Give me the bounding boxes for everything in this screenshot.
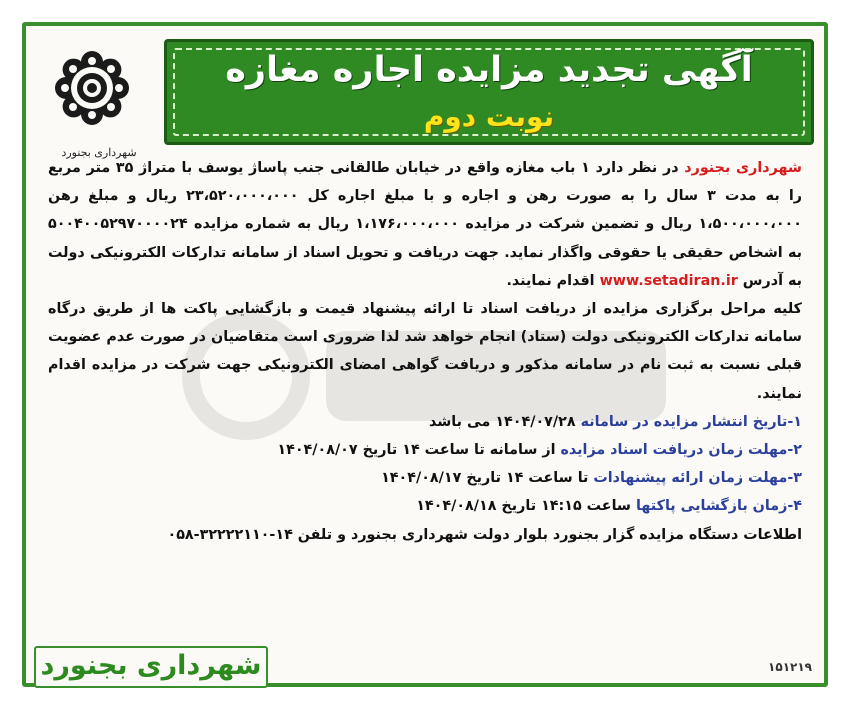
schedule-item (48, 464, 802, 492)
schedule-value: ساعت ۱۴:۱۵ تاریخ ۱۴۰۴/۰۸/۱۸ (416, 498, 636, 515)
schedule-value: ۱۴۰۴/۰۷/۲۸ می باشد (428, 413, 581, 430)
municipality-emblem-icon (42, 42, 142, 138)
organization-name: شهرداری بجنورد (684, 160, 802, 176)
schedule-label: ۳-مهلت زمان ارائه پیشنهادات (593, 470, 802, 487)
process-paragraph: کلیه مراحل برگزاری مزایده از دریافت اسناد تا ارائه پیشنهاد قیمت و بازگشایی پاکت ها از طریق درگاه سامانه تدارکات الکترونیکی دولت (ستاد) انجام خواهد شد لذا ضروری است متقاضیان در صورت عدم عضویت قبلی نسبت به ثبت نام در سامانه مذکور و دریافت گواهی امضای الکترونیکی جهت شرکت در مزایده اقدام نمایند. (48, 301, 802, 402)
schedule-item (48, 492, 802, 520)
footer-signature-box (34, 646, 268, 688)
schedule-label: ۴-زمان بازگشایی پاکتها (635, 498, 802, 515)
notice-body (48, 154, 802, 549)
intro-paragraph (48, 154, 802, 295)
schedule-label: ۲-مهلت زمان دریافت اسناد مزایده (560, 442, 802, 459)
notice-title: آگهی تجدید مزایده اجاره مغازه (225, 50, 753, 90)
contact-info: اطلاعات دستگاه مزایده گزار بجنورد بلوار دولت شهرداری بجنورد و تلفن ۱۴-۳۲۲۲۲۱۱۰-۰۵۸ (167, 526, 802, 543)
schedule-value: تا ساعت ۱۴ تاریخ ۱۴۰۴/۰۸/۱۷ (381, 470, 594, 487)
intro-text-part-1: در نظر دارد ۱ باب مغازه واقع در خیابان طالقانی جنب پاساژ یوسف با متراژ ۳۵ متر مربع را به مدت ۳ سال را به صورت رهن و اجاره و با مبلغ اجاره کل ۲۳،۵۲۰،۰۰۰،۰۰۰ ریال و مبلغ رهن ۱،۵۰۰،۰۰۰،۰۰۰ ریال و تضمین شرکت در مزایده ۱،۱۷۶،۰۰۰،۰۰۰ ریال به شماره مزایده ۵۰۰۴۰۰۵۲۹۷۰۰۰۰۲۴ به اشخاص حقیقی یا حقوقی واگذار نماید. جهت دریافت و تحویل اسناد از سامانه تدارکات الکترونیکی دولت به آدرس (48, 160, 802, 289)
reference-number: ۱۵۱۲۱۹ (768, 660, 812, 674)
municipality-logo (42, 42, 142, 159)
footer-organization-name: شهرداری بجنورد (40, 650, 262, 681)
schedule-list (48, 408, 802, 521)
intro-text-part-2: اقدام نمایند. (506, 272, 600, 289)
notice-subtitle: نوبت دوم (423, 100, 555, 133)
notice-frame (22, 22, 828, 687)
schedule-value: از سامانه تا ساعت ۱۴ تاریخ ۱۴۰۴/۰۸/۰۷ (277, 442, 561, 459)
schedule-item (48, 436, 802, 464)
schedule-item (48, 408, 802, 436)
logo-caption: شهرداری بجنورد (61, 146, 137, 159)
schedule-label: ۱-تاریخ انتشار مزایده در سامانه (580, 413, 802, 430)
website-link[interactable]: www.setadiran.ir (599, 272, 738, 289)
title-banner (164, 39, 814, 145)
